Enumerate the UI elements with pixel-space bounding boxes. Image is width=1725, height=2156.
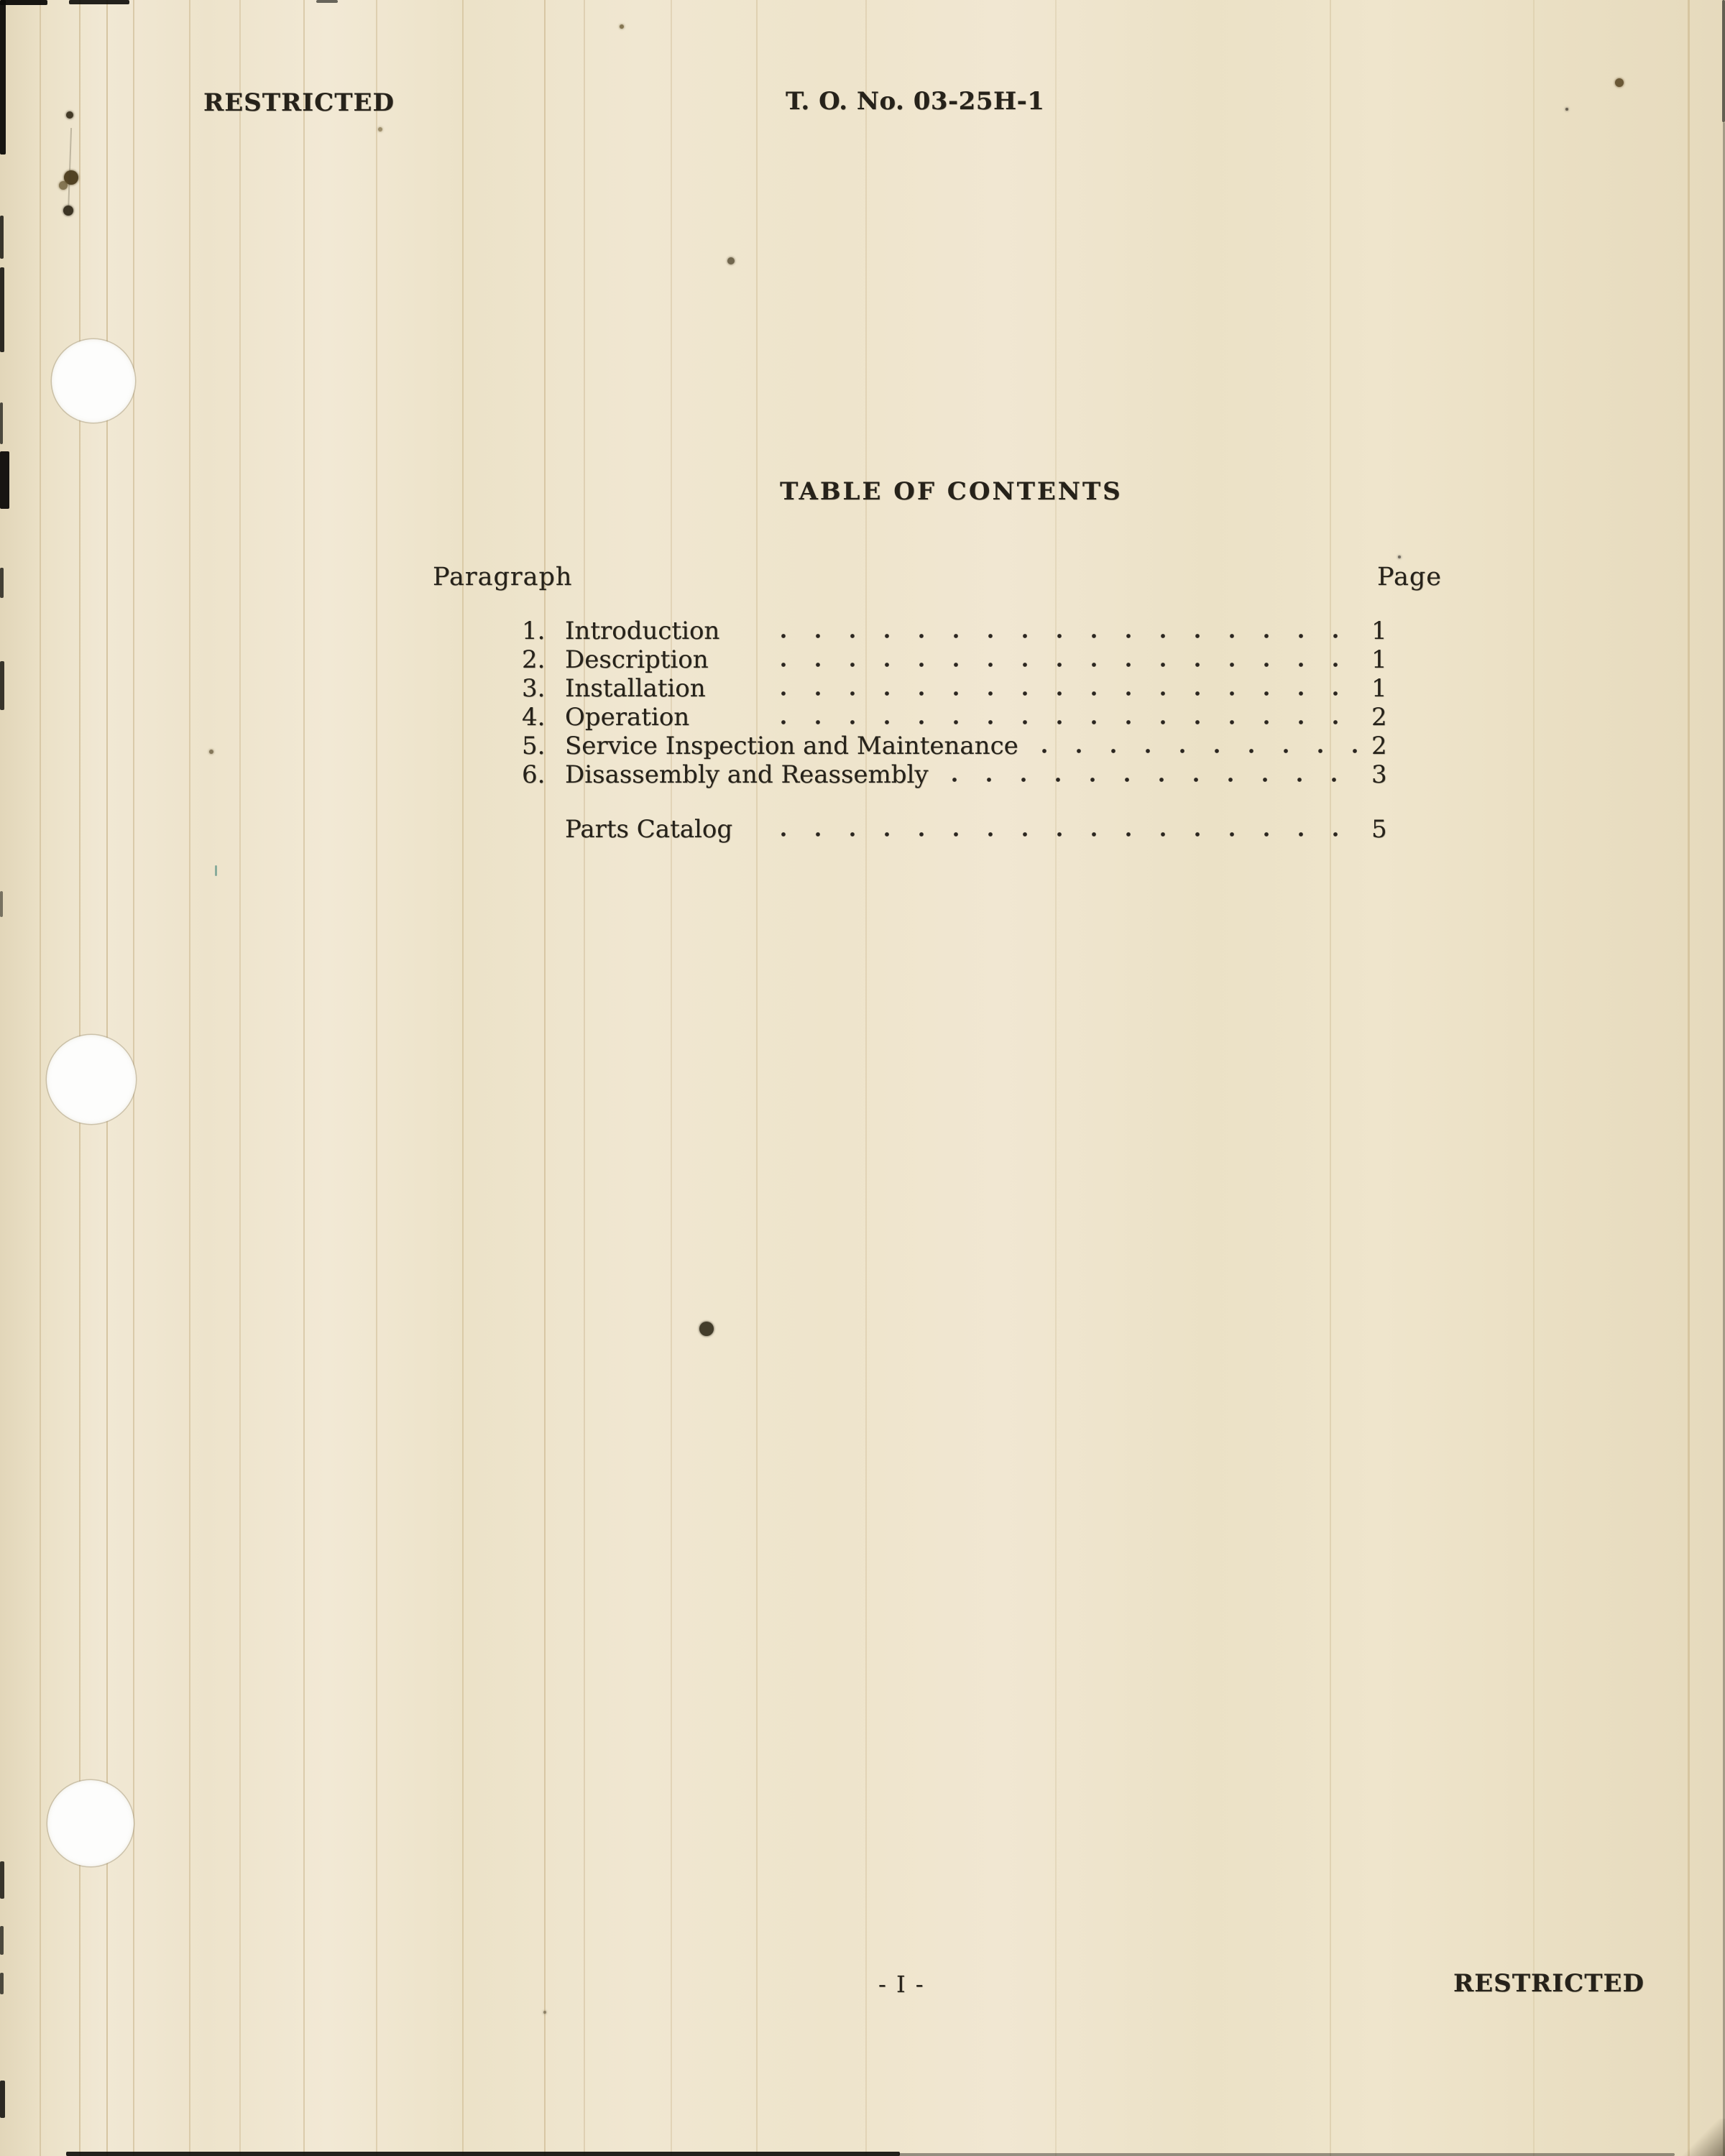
ink-speck (543, 2011, 546, 2014)
footer-classification: RESTRICTED (1453, 1969, 1644, 1998)
page-title: TABLE OF CONTENTS (780, 477, 1123, 506)
toc-item-page: 1 (1371, 617, 1387, 645)
toc-row-parts-catalog (522, 815, 1397, 844)
toc-item-label: Introduction (565, 617, 720, 645)
page-edge-ink-mark (0, 1926, 4, 1955)
page-edge-ink-mark (1722, 0, 1725, 122)
toc-item-number: 5. (522, 732, 546, 760)
toc-item-page: 5 (1371, 815, 1387, 844)
dot-leader (762, 645, 1364, 674)
ink-speck (66, 111, 73, 119)
footer-page-number: - I - (878, 1971, 925, 1998)
dot-leader (933, 760, 1364, 789)
paper-crease-line (1688, 0, 1690, 2156)
dot-leader (762, 674, 1364, 703)
green-fibre-speck (215, 865, 217, 876)
paper-crease-line (462, 0, 464, 2156)
toc-item-number: 4. (522, 703, 546, 732)
column-label-page: Page (1377, 563, 1442, 591)
page-edge-ink-mark (0, 1973, 4, 1994)
toc-item-label: Description (565, 645, 709, 674)
toc-row-service-inspection (522, 732, 1397, 760)
page-edge-ink-mark (0, 402, 3, 444)
page-edge-ink-mark (0, 661, 4, 710)
page-edge-ink-mark (69, 0, 129, 4)
page-edge-ink-mark (0, 2081, 5, 2118)
ink-speck (699, 1322, 714, 1336)
page-edge-ink-mark (898, 2153, 1675, 2156)
paper-crease-line (865, 0, 867, 2156)
corner-shadow (1665, 2119, 1725, 2156)
page-edge-ink-mark (316, 0, 338, 3)
paper-crease-line (756, 0, 758, 2156)
paper-crease-line (544, 0, 546, 2156)
page-edge-ink-mark (0, 451, 9, 509)
toc-item-page: 1 (1371, 645, 1387, 674)
page-edge-ink-mark (66, 2152, 900, 2156)
toc-row-description (522, 645, 1397, 674)
dot-leader (1023, 732, 1364, 760)
punch-hole (47, 1780, 134, 1866)
toc-row-operation (522, 703, 1397, 732)
toc-item-number: 6. (522, 760, 546, 789)
table-of-contents (522, 617, 1397, 844)
toc-item-label: Installation (565, 674, 706, 703)
header-classification: RESTRICTED (203, 88, 395, 117)
ink-speck (59, 181, 68, 190)
dot-leader (762, 815, 1364, 844)
dot-leader (762, 703, 1364, 732)
toc-row-installation (522, 674, 1397, 703)
dot-leader (762, 617, 1364, 645)
toc-item-number: 2. (522, 645, 546, 674)
paper-crease-line (1330, 0, 1331, 2156)
toc-item-page: 2 (1371, 732, 1387, 760)
toc-row-introduction (522, 617, 1397, 645)
paper-crease-line (1055, 0, 1057, 2156)
toc-item-page: 2 (1371, 703, 1387, 732)
ink-speck (620, 24, 624, 29)
paper-crease-line (584, 0, 585, 2156)
ink-speck (378, 127, 382, 132)
ink-speck (209, 750, 213, 754)
paper-crease-line (239, 0, 241, 2156)
ink-speck (727, 257, 735, 264)
paper-crease-line (40, 0, 41, 2156)
page-edge-ink-mark (0, 891, 3, 917)
page-edge-ink-mark (0, 0, 6, 155)
toc-item-label: Operation (565, 703, 690, 732)
toc-item-label: Parts Catalog (565, 815, 733, 844)
paper-crease-line (189, 0, 190, 2156)
paper-crease-line (671, 0, 672, 2156)
page-edge-ink-mark (0, 568, 4, 598)
paper-crease-line (376, 0, 377, 2156)
toc-row-disassembly (522, 760, 1397, 789)
toc-item-label: Disassembly and Reassembly (565, 760, 929, 789)
toc-item-label: Service Inspection and Maintenance (565, 732, 1018, 760)
page-edge-ink-mark (0, 0, 47, 5)
page-edge-ink-mark (0, 1861, 4, 1899)
toc-item-page: 3 (1371, 760, 1387, 789)
toc-item-number: 3. (522, 674, 546, 703)
punch-hole (47, 1035, 136, 1124)
toc-item-page: 1 (1371, 674, 1387, 703)
ink-speck (1615, 78, 1624, 87)
toc-item-number: 1. (522, 617, 546, 645)
ink-speck (1565, 108, 1568, 111)
page-edge-ink-mark (0, 216, 4, 259)
paper-crease-line (1533, 0, 1535, 2156)
ink-speck (1398, 556, 1401, 558)
page-edge-ink-mark (0, 267, 4, 352)
header-doc-number: T. O. No. 03-25H-1 (786, 87, 1045, 116)
paper-crease-line (303, 0, 305, 2156)
punch-hole (52, 339, 135, 423)
column-label-paragraph: Paragraph (433, 563, 573, 591)
